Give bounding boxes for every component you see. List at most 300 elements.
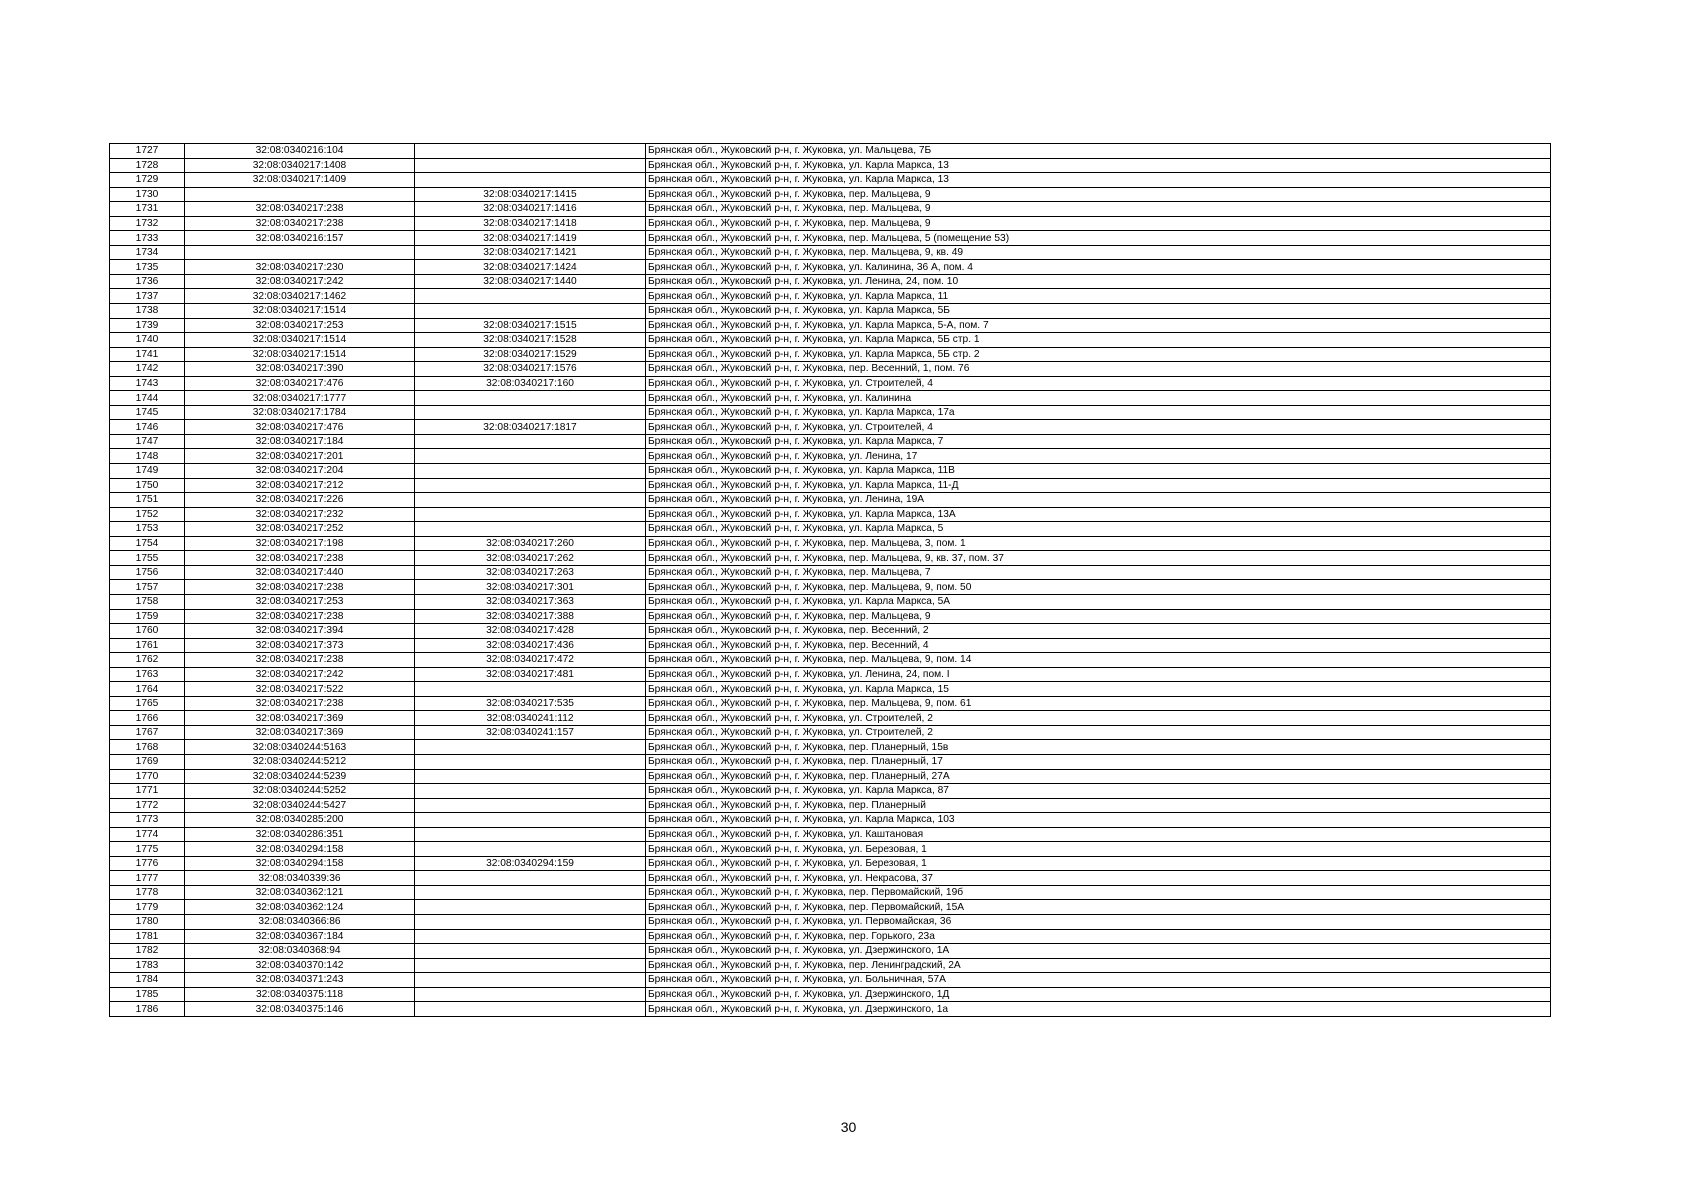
table-row	[110, 231, 1551, 246]
address-cell: Брянская обл., Жуковский р-н, г. Жуковка, ул. Карла Маркса, 13	[646, 173, 1551, 188]
table-row	[110, 1002, 1551, 1017]
cadastral-number-cell	[185, 245, 415, 260]
row-number-cell: 1757	[110, 580, 185, 595]
table-row	[110, 769, 1551, 784]
related-cadastral-number-cell	[415, 464, 646, 479]
table-row	[110, 929, 1551, 944]
row-number-cell: 1762	[110, 653, 185, 668]
related-cadastral-number-cell: 32:08:0340217:1416	[415, 202, 646, 217]
row-number-cell: 1765	[110, 696, 185, 711]
related-cadastral-number-cell	[415, 449, 646, 464]
row-number-cell: 1785	[110, 987, 185, 1002]
related-cadastral-number-cell: 32:08:0340217:436	[415, 638, 646, 653]
address-cell: Брянская обл., Жуковский р-н, г. Жуковка, ул. Карла Маркса, 5-А, пом. 7	[646, 318, 1551, 333]
cadastral-number-cell: 32:08:0340217:242	[185, 274, 415, 289]
row-number-cell: 1763	[110, 667, 185, 682]
address-cell: Брянская обл., Жуковский р-н, г. Жуковка, ул. Карла Маркса, 5	[646, 522, 1551, 537]
cadastral-number-cell: 32:08:0340217:238	[185, 202, 415, 217]
table-row	[110, 347, 1551, 362]
related-cadastral-number-cell: 32:08:0340241:157	[415, 725, 646, 740]
address-cell: Брянская обл., Жуковский р-н, г. Жуковка, ул. Карла Маркса, 11-Д	[646, 478, 1551, 493]
table-row	[110, 624, 1551, 639]
related-cadastral-number-cell: 32:08:0340217:428	[415, 624, 646, 639]
row-number-cell: 1764	[110, 682, 185, 697]
cadastral-number-cell: 32:08:0340217:184	[185, 434, 415, 449]
page-number: 30	[840, 1119, 857, 1135]
related-cadastral-number-cell	[415, 813, 646, 828]
table-row	[110, 551, 1551, 566]
cadastral-number-cell: 32:08:0340244:5239	[185, 769, 415, 784]
table-row	[110, 696, 1551, 711]
row-number-cell: 1770	[110, 769, 185, 784]
row-number-cell: 1750	[110, 478, 185, 493]
cadastral-number-cell: 32:08:0340217:252	[185, 522, 415, 537]
table-row	[110, 434, 1551, 449]
table-row	[110, 842, 1551, 857]
address-cell: Брянская обл., Жуковский р-н, г. Жуковка, пер. Мальцева, 9	[646, 187, 1551, 202]
related-cadastral-number-cell: 32:08:0340217:262	[415, 551, 646, 566]
row-number-cell: 1759	[110, 609, 185, 624]
related-cadastral-number-cell: 32:08:0340217:160	[415, 376, 646, 391]
row-number-cell: 1735	[110, 260, 185, 275]
row-number-cell: 1773	[110, 813, 185, 828]
related-cadastral-number-cell: 32:08:0340217:1817	[415, 420, 646, 435]
row-number-cell: 1780	[110, 914, 185, 929]
cadastral-number-cell: 32:08:0340217:1462	[185, 289, 415, 304]
table-row	[110, 827, 1551, 842]
table-row	[110, 682, 1551, 697]
table-row	[110, 391, 1551, 406]
row-number-cell: 1737	[110, 289, 185, 304]
related-cadastral-number-cell	[415, 914, 646, 929]
cadastral-number-cell: 32:08:0340217:238	[185, 696, 415, 711]
row-number-cell: 1766	[110, 711, 185, 726]
related-cadastral-number-cell	[415, 522, 646, 537]
related-cadastral-number-cell	[415, 304, 646, 319]
row-number-cell: 1742	[110, 362, 185, 377]
table-row	[110, 289, 1551, 304]
table-row	[110, 856, 1551, 871]
address-cell: Брянская обл., Жуковский р-н, г. Жуковка, пер. Весенний, 1, пом. 76	[646, 362, 1551, 377]
address-cell: Брянская обл., Жуковский р-н, г. Жуковка, ул. Ленина, 19А	[646, 493, 1551, 508]
table-row	[110, 609, 1551, 624]
cadastral-number-cell: 32:08:0340217:238	[185, 216, 415, 231]
row-number-cell: 1754	[110, 536, 185, 551]
cadastral-number-cell: 32:08:0340244:5252	[185, 784, 415, 799]
address-cell: Брянская обл., Жуковский р-н, г. Жуковка, ул. Карла Маркса, 5А	[646, 594, 1551, 609]
address-cell: Брянская обл., Жуковский р-н, г. Жуковка, ул. Березовая, 1	[646, 856, 1551, 871]
registry-table	[109, 143, 1551, 1017]
table-row	[110, 274, 1551, 289]
cadastral-number-cell: 32:08:0340375:146	[185, 1002, 415, 1017]
cadastral-number-cell: 32:08:0340217:476	[185, 420, 415, 435]
cadastral-number-cell: 32:08:0340217:1514	[185, 333, 415, 348]
row-number-cell: 1749	[110, 464, 185, 479]
related-cadastral-number-cell: 32:08:0340217:260	[415, 536, 646, 551]
row-number-cell: 1733	[110, 231, 185, 246]
row-number-cell: 1758	[110, 594, 185, 609]
row-number-cell: 1751	[110, 493, 185, 508]
table-row	[110, 187, 1551, 202]
table-row	[110, 813, 1551, 828]
table-row	[110, 420, 1551, 435]
address-cell: Брянская обл., Жуковский р-н, г. Жуковка, ул. Дзержинского, 1Д	[646, 987, 1551, 1002]
related-cadastral-number-cell: 32:08:0340217:1440	[415, 274, 646, 289]
row-number-cell: 1745	[110, 405, 185, 420]
related-cadastral-number-cell	[415, 405, 646, 420]
table-row	[110, 667, 1551, 682]
address-cell: Брянская обл., Жуковский р-н, г. Жуковка, пер. Мальцева, 7	[646, 565, 1551, 580]
address-cell: Брянская обл., Жуковский р-н, г. Жуковка, ул. Карла Маркса, 13А	[646, 507, 1551, 522]
related-cadastral-number-cell: 32:08:0340241:112	[415, 711, 646, 726]
cadastral-number-cell: 32:08:0340217:238	[185, 580, 415, 595]
table-row	[110, 522, 1551, 537]
address-cell: Брянская обл., Жуковский р-н, г. Жуковка, ул. Ленина, 24, пом. I	[646, 667, 1551, 682]
table-row	[110, 449, 1551, 464]
row-number-cell: 1786	[110, 1002, 185, 1017]
cadastral-number-cell: 32:08:0340285:200	[185, 813, 415, 828]
address-cell: Брянская обл., Жуковский р-н, г. Жуковка, ул. Карла Маркса, 7	[646, 434, 1551, 449]
row-number-cell: 1782	[110, 944, 185, 959]
cadastral-number-cell: 32:08:0340217:230	[185, 260, 415, 275]
table-row	[110, 565, 1551, 580]
cadastral-number-cell: 32:08:0340217:369	[185, 725, 415, 740]
row-number-cell: 1746	[110, 420, 185, 435]
cadastral-number-cell: 32:08:0340375:118	[185, 987, 415, 1002]
table-row	[110, 725, 1551, 740]
row-number-cell: 1772	[110, 798, 185, 813]
address-cell: Брянская обл., Жуковский р-н, г. Жуковка, ул. Карла Маркса, 11	[646, 289, 1551, 304]
related-cadastral-number-cell	[415, 1002, 646, 1017]
address-cell: Брянская обл., Жуковский р-н, г. Жуковка, ул. Ленина, 24, пом. 10	[646, 274, 1551, 289]
cadastral-number-cell: 32:08:0340362:124	[185, 900, 415, 915]
cadastral-number-cell: 32:08:0340217:201	[185, 449, 415, 464]
related-cadastral-number-cell: 32:08:0340217:1576	[415, 362, 646, 377]
table-row	[110, 711, 1551, 726]
related-cadastral-number-cell	[415, 798, 646, 813]
related-cadastral-number-cell	[415, 682, 646, 697]
row-number-cell: 1767	[110, 725, 185, 740]
table-row	[110, 958, 1551, 973]
table-row	[110, 798, 1551, 813]
cadastral-number-cell: 32:08:0340244:5163	[185, 740, 415, 755]
row-number-cell: 1753	[110, 522, 185, 537]
row-number-cell: 1761	[110, 638, 185, 653]
address-cell: Брянская обл., Жуковский р-н, г. Жуковка, ул. Карла Маркса, 17а	[646, 405, 1551, 420]
cadastral-number-cell: 32:08:0340217:1409	[185, 173, 415, 188]
table-row	[110, 900, 1551, 915]
address-cell: Брянская обл., Жуковский р-н, г. Жуковка, пер. Мальцева, 9, пом. 50	[646, 580, 1551, 595]
table-row	[110, 973, 1551, 988]
address-cell: Брянская обл., Жуковский р-н, г. Жуковка, пер. Весенний, 4	[646, 638, 1551, 653]
row-number-cell: 1744	[110, 391, 185, 406]
cadastral-number-cell: 32:08:0340217:1777	[185, 391, 415, 406]
related-cadastral-number-cell	[415, 144, 646, 159]
related-cadastral-number-cell	[415, 784, 646, 799]
row-number-cell: 1729	[110, 173, 185, 188]
related-cadastral-number-cell	[415, 944, 646, 959]
address-cell: Брянская обл., Жуковский р-н, г. Жуковка, ул. Калинина	[646, 391, 1551, 406]
related-cadastral-number-cell: 32:08:0340294:159	[415, 856, 646, 871]
cadastral-number-cell: 32:08:0340371:243	[185, 973, 415, 988]
related-cadastral-number-cell: 32:08:0340217:481	[415, 667, 646, 682]
row-number-cell: 1760	[110, 624, 185, 639]
cadastral-number-cell: 32:08:0340217:238	[185, 609, 415, 624]
cadastral-number-cell: 32:08:0340217:198	[185, 536, 415, 551]
related-cadastral-number-cell: 32:08:0340217:1528	[415, 333, 646, 348]
related-cadastral-number-cell	[415, 391, 646, 406]
table-row	[110, 653, 1551, 668]
table-row	[110, 333, 1551, 348]
address-cell: Брянская обл., Жуковский р-н, г. Жуковка, ул. Строителей, 2	[646, 711, 1551, 726]
table-row	[110, 202, 1551, 217]
address-cell: Брянская обл., Жуковский р-н, г. Жуковка, ул. Строителей, 4	[646, 420, 1551, 435]
row-number-cell: 1755	[110, 551, 185, 566]
address-cell: Брянская обл., Жуковский р-н, г. Жуковка, пер. Первомайский, 15А	[646, 900, 1551, 915]
row-number-cell: 1738	[110, 304, 185, 319]
cadastral-number-cell: 32:08:0340217:373	[185, 638, 415, 653]
row-number-cell: 1781	[110, 929, 185, 944]
table-row	[110, 405, 1551, 420]
related-cadastral-number-cell: 32:08:0340217:1421	[415, 245, 646, 260]
cadastral-number-cell: 32:08:0340294:158	[185, 842, 415, 857]
address-cell: Брянская обл., Жуковский р-н, г. Жуковка, пер. Мальцева, 9	[646, 609, 1551, 624]
related-cadastral-number-cell	[415, 958, 646, 973]
address-cell: Брянская обл., Жуковский р-н, г. Жуковка, пер. Мальцева, 9, пом. 14	[646, 653, 1551, 668]
address-cell: Брянская обл., Жуковский р-н, г. Жуковка, ул. Строителей, 2	[646, 725, 1551, 740]
cadastral-number-cell: 32:08:0340244:5427	[185, 798, 415, 813]
related-cadastral-number-cell	[415, 900, 646, 915]
related-cadastral-number-cell	[415, 973, 646, 988]
address-cell: Брянская обл., Жуковский р-н, г. Жуковка, ул. Карла Маркса, 11В	[646, 464, 1551, 479]
related-cadastral-number-cell	[415, 885, 646, 900]
row-number-cell: 1736	[110, 274, 185, 289]
related-cadastral-number-cell: 32:08:0340217:388	[415, 609, 646, 624]
cadastral-number-cell: 32:08:0340217:1408	[185, 158, 415, 173]
address-cell: Брянская обл., Жуковский р-н, г. Жуковка, ул. Ленина, 17	[646, 449, 1551, 464]
table-row	[110, 914, 1551, 929]
related-cadastral-number-cell	[415, 929, 646, 944]
address-cell: Брянская обл., Жуковский р-н, г. Жуковка, пер. Мальцева, 5 (помещение 53)	[646, 231, 1551, 246]
cadastral-number-cell: 32:08:0340216:157	[185, 231, 415, 246]
related-cadastral-number-cell: 32:08:0340217:535	[415, 696, 646, 711]
table-row	[110, 536, 1551, 551]
address-cell: Брянская обл., Жуковский р-н, г. Жуковка, пер. Мальцева, 9, пом. 61	[646, 696, 1551, 711]
table-row	[110, 464, 1551, 479]
table-row	[110, 376, 1551, 391]
table-row	[110, 478, 1551, 493]
cadastral-number-cell: 32:08:0340217:394	[185, 624, 415, 639]
cadastral-number-cell: 32:08:0340217:253	[185, 594, 415, 609]
cadastral-number-cell: 32:08:0340294:158	[185, 856, 415, 871]
related-cadastral-number-cell	[415, 507, 646, 522]
address-cell: Брянская обл., Жуковский р-н, г. Жуковка, пер. Первомайский, 19б	[646, 885, 1551, 900]
address-cell: Брянская обл., Жуковский р-н, г. Жуковка, ул. Больничная, 57А	[646, 973, 1551, 988]
related-cadastral-number-cell: 32:08:0340217:1418	[415, 216, 646, 231]
address-cell: Брянская обл., Жуковский р-н, г. Жуковка, ул. Карла Маркса, 13	[646, 158, 1551, 173]
related-cadastral-number-cell	[415, 158, 646, 173]
cadastral-number-cell: 32:08:0340217:1514	[185, 304, 415, 319]
row-number-cell: 1784	[110, 973, 185, 988]
table-row	[110, 245, 1551, 260]
row-number-cell: 1778	[110, 885, 185, 900]
cadastral-number-cell	[185, 187, 415, 202]
address-cell: Брянская обл., Жуковский р-н, г. Жуковка, ул. Калинина, 36 А, пом. 4	[646, 260, 1551, 275]
address-cell: Брянская обл., Жуковский р-н, г. Жуковка, ул. Каштановая	[646, 827, 1551, 842]
cadastral-number-cell: 32:08:0340216:104	[185, 144, 415, 159]
row-number-cell: 1730	[110, 187, 185, 202]
address-cell: Брянская обл., Жуковский р-н, г. Жуковка, ул. Карла Маркса, 15	[646, 682, 1551, 697]
address-cell: Брянская обл., Жуковский р-н, г. Жуковка, ул. Первомайская, 36	[646, 914, 1551, 929]
row-number-cell: 1776	[110, 856, 185, 871]
row-number-cell: 1727	[110, 144, 185, 159]
related-cadastral-number-cell	[415, 754, 646, 769]
address-cell: Брянская обл., Жуковский р-н, г. Жуковка, пер. Планерный, 17	[646, 754, 1551, 769]
row-number-cell: 1747	[110, 434, 185, 449]
row-number-cell: 1731	[110, 202, 185, 217]
table-row	[110, 216, 1551, 231]
address-cell: Брянская обл., Жуковский р-н, г. Жуковка, пер. Весенний, 2	[646, 624, 1551, 639]
cadastral-number-cell: 32:08:0340217:369	[185, 711, 415, 726]
registry-table-body	[110, 144, 1551, 1017]
row-number-cell: 1741	[110, 347, 185, 362]
row-number-cell: 1779	[110, 900, 185, 915]
related-cadastral-number-cell: 32:08:0340217:1415	[415, 187, 646, 202]
row-number-cell: 1756	[110, 565, 185, 580]
table-row	[110, 493, 1551, 508]
related-cadastral-number-cell	[415, 478, 646, 493]
table-row	[110, 260, 1551, 275]
row-number-cell: 1771	[110, 784, 185, 799]
cadastral-number-cell: 32:08:0340366:86	[185, 914, 415, 929]
address-cell: Брянская обл., Жуковский р-н, г. Жуковка, ул. Дзержинского, 1А	[646, 944, 1551, 959]
row-number-cell: 1734	[110, 245, 185, 260]
row-number-cell: 1732	[110, 216, 185, 231]
cadastral-number-cell: 32:08:0340217:238	[185, 653, 415, 668]
related-cadastral-number-cell: 32:08:0340217:1419	[415, 231, 646, 246]
address-cell: Брянская обл., Жуковский р-н, г. Жуковка, ул. Карла Маркса, 5Б стр. 1	[646, 333, 1551, 348]
row-number-cell: 1748	[110, 449, 185, 464]
cadastral-number-cell: 32:08:0340339:36	[185, 871, 415, 886]
address-cell: Брянская обл., Жуковский р-н, г. Жуковка, ул. Мальцева, 7Б	[646, 144, 1551, 159]
address-cell: Брянская обл., Жуковский р-н, г. Жуковка, пер. Планерный	[646, 798, 1551, 813]
related-cadastral-number-cell	[415, 842, 646, 857]
table-row	[110, 304, 1551, 319]
address-cell: Брянская обл., Жуковский р-н, г. Жуковка, пер. Мальцева, 9, кв. 37, пом. 37	[646, 551, 1551, 566]
address-cell: Брянская обл., Жуковский р-н, г. Жуковка, пер. Мальцева, 3, пом. 1	[646, 536, 1551, 551]
table-row	[110, 158, 1551, 173]
cadastral-number-cell: 32:08:0340370:142	[185, 958, 415, 973]
cadastral-number-cell: 32:08:0340362:121	[185, 885, 415, 900]
cadastral-number-cell: 32:08:0340217:1784	[185, 405, 415, 420]
cadastral-number-cell: 32:08:0340217:253	[185, 318, 415, 333]
related-cadastral-number-cell	[415, 289, 646, 304]
row-number-cell: 1728	[110, 158, 185, 173]
row-number-cell: 1774	[110, 827, 185, 842]
cadastral-number-cell: 32:08:0340217:390	[185, 362, 415, 377]
address-cell: Брянская обл., Жуковский р-н, г. Жуковка, ул. Березовая, 1	[646, 842, 1551, 857]
row-number-cell: 1783	[110, 958, 185, 973]
related-cadastral-number-cell	[415, 740, 646, 755]
cadastral-number-cell: 32:08:0340217:242	[185, 667, 415, 682]
cadastral-number-cell: 32:08:0340217:212	[185, 478, 415, 493]
table-row	[110, 885, 1551, 900]
table-row	[110, 784, 1551, 799]
table-row	[110, 754, 1551, 769]
address-cell: Брянская обл., Жуковский р-н, г. Жуковка, пер. Мальцева, 9	[646, 216, 1551, 231]
address-cell: Брянская обл., Жуковский р-н, г. Жуковка, ул. Карла Маркса, 103	[646, 813, 1551, 828]
related-cadastral-number-cell	[415, 434, 646, 449]
address-cell: Брянская обл., Жуковский р-н, г. Жуковка, ул. Строителей, 4	[646, 376, 1551, 391]
related-cadastral-number-cell: 32:08:0340217:1529	[415, 347, 646, 362]
cadastral-number-cell: 32:08:0340217:440	[185, 565, 415, 580]
row-number-cell: 1752	[110, 507, 185, 522]
table-row	[110, 144, 1551, 159]
address-cell: Брянская обл., Жуковский р-н, г. Жуковка, ул. Карла Маркса, 87	[646, 784, 1551, 799]
row-number-cell: 1740	[110, 333, 185, 348]
cadastral-number-cell: 32:08:0340217:476	[185, 376, 415, 391]
related-cadastral-number-cell: 32:08:0340217:301	[415, 580, 646, 595]
table-row	[110, 580, 1551, 595]
cadastral-number-cell: 32:08:0340217:204	[185, 464, 415, 479]
table-row	[110, 362, 1551, 377]
related-cadastral-number-cell: 32:08:0340217:363	[415, 594, 646, 609]
address-cell: Брянская обл., Жуковский р-н, г. Жуковка, ул. Карла Маркса, 5Б стр. 2	[646, 347, 1551, 362]
address-cell: Брянская обл., Жуковский р-н, г. Жуковка, пер. Мальцева, 9, кв. 49	[646, 245, 1551, 260]
table-row	[110, 740, 1551, 755]
table-row	[110, 507, 1551, 522]
table-row	[110, 987, 1551, 1002]
cadastral-number-cell: 32:08:0340217:1514	[185, 347, 415, 362]
address-cell: Брянская обл., Жуковский р-н, г. Жуковка, пер. Горького, 23а	[646, 929, 1551, 944]
cadastral-number-cell: 32:08:0340217:226	[185, 493, 415, 508]
cadastral-number-cell: 32:08:0340368:94	[185, 944, 415, 959]
related-cadastral-number-cell: 32:08:0340217:1424	[415, 260, 646, 275]
related-cadastral-number-cell	[415, 871, 646, 886]
related-cadastral-number-cell	[415, 173, 646, 188]
cadastral-number-cell: 32:08:0340244:5212	[185, 754, 415, 769]
table-row	[110, 871, 1551, 886]
related-cadastral-number-cell	[415, 493, 646, 508]
row-number-cell: 1739	[110, 318, 185, 333]
table-row	[110, 944, 1551, 959]
address-cell: Брянская обл., Жуковский р-н, г. Жуковка, пер. Планерный, 15в	[646, 740, 1551, 755]
address-cell: Брянская обл., Жуковский р-н, г. Жуковка, пер. Мальцева, 9	[646, 202, 1551, 217]
cadastral-number-cell: 32:08:0340286:351	[185, 827, 415, 842]
related-cadastral-number-cell: 32:08:0340217:472	[415, 653, 646, 668]
address-cell: Брянская обл., Жуковский р-н, г. Жуковка, ул. Дзержинского, 1а	[646, 1002, 1551, 1017]
table-row	[110, 318, 1551, 333]
row-number-cell: 1743	[110, 376, 185, 391]
row-number-cell: 1777	[110, 871, 185, 886]
row-number-cell: 1769	[110, 754, 185, 769]
related-cadastral-number-cell	[415, 769, 646, 784]
related-cadastral-number-cell: 32:08:0340217:1515	[415, 318, 646, 333]
related-cadastral-number-cell	[415, 987, 646, 1002]
address-cell: Брянская обл., Жуковский р-н, г. Жуковка, ул. Карла Маркса, 5Б	[646, 304, 1551, 319]
cadastral-number-cell: 32:08:0340367:184	[185, 929, 415, 944]
address-cell: Брянская обл., Жуковский р-н, г. Жуковка, пер. Планерный, 27А	[646, 769, 1551, 784]
row-number-cell: 1775	[110, 842, 185, 857]
related-cadastral-number-cell: 32:08:0340217:263	[415, 565, 646, 580]
table-row	[110, 594, 1551, 609]
related-cadastral-number-cell	[415, 827, 646, 842]
row-number-cell: 1768	[110, 740, 185, 755]
table-row	[110, 173, 1551, 188]
address-cell: Брянская обл., Жуковский р-н, г. Жуковка, пер. Ленинградский, 2А	[646, 958, 1551, 973]
cadastral-number-cell: 32:08:0340217:238	[185, 551, 415, 566]
cadastral-number-cell: 32:08:0340217:232	[185, 507, 415, 522]
